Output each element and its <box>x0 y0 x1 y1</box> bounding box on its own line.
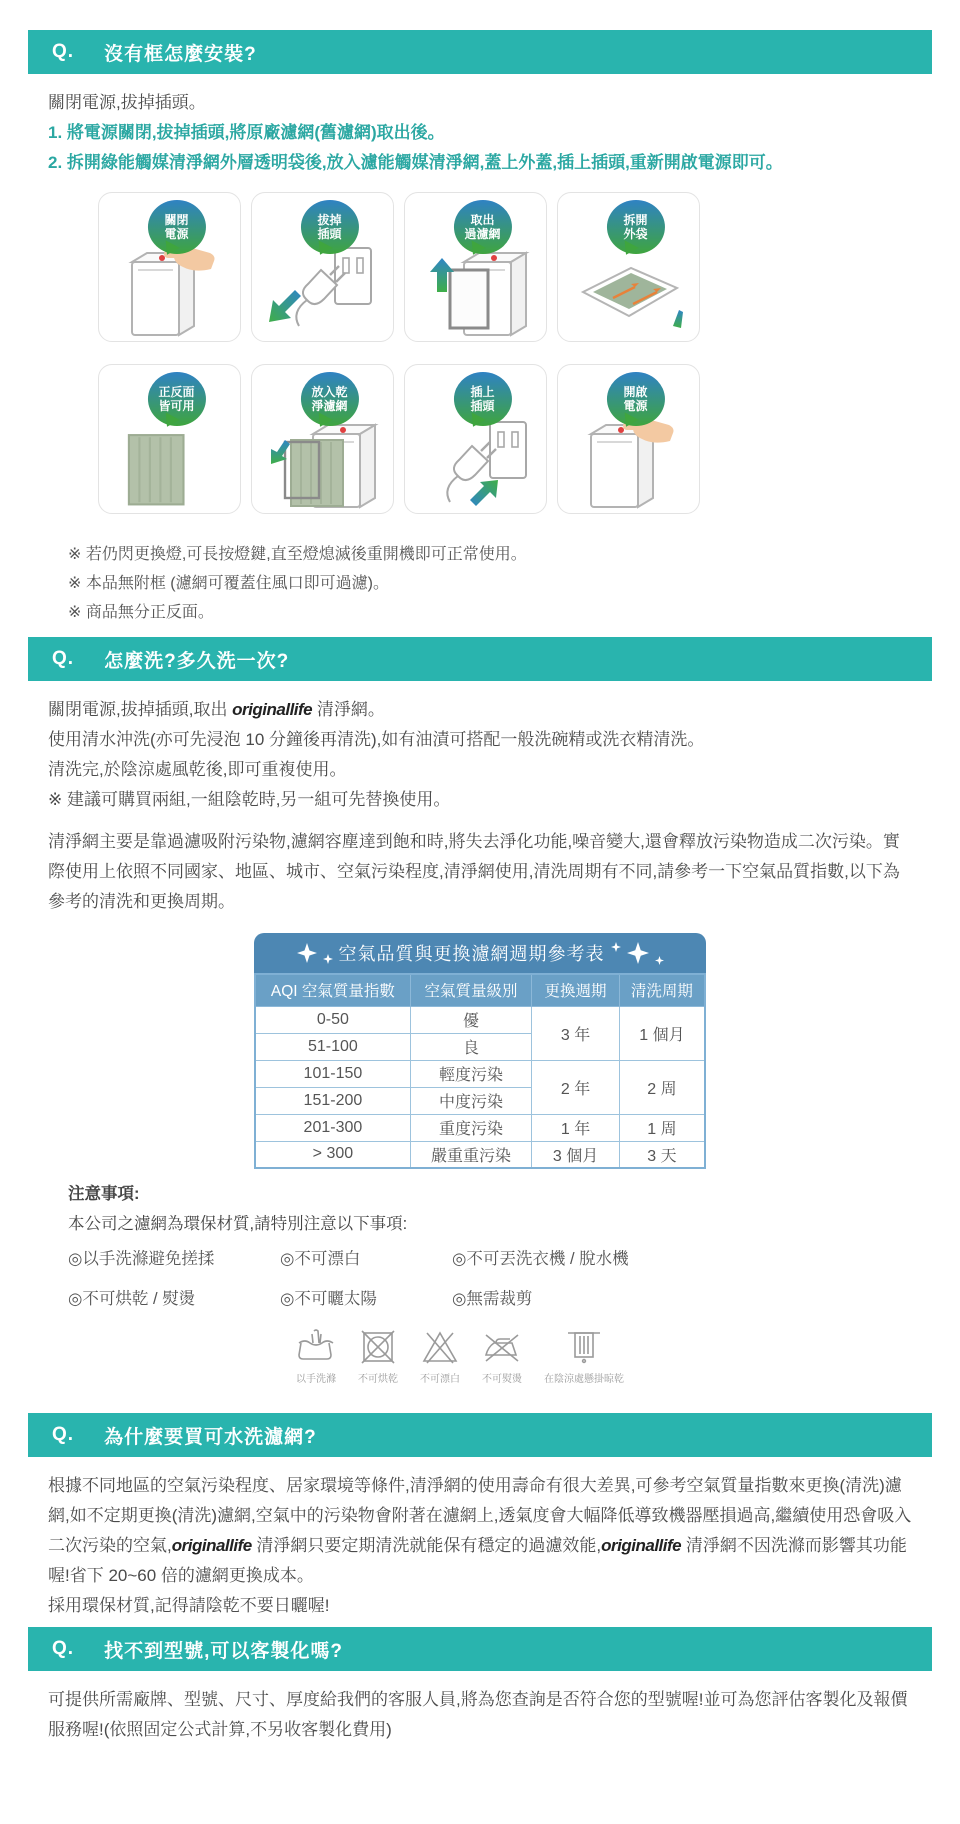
hand-wash-icon <box>297 1329 335 1365</box>
why-section <box>28 1457 932 1627</box>
step-card-both-sides <box>98 364 241 514</box>
install-steps-row1 <box>98 192 912 342</box>
brand-logo: originallife <box>232 700 313 719</box>
care-items <box>68 1239 912 1319</box>
question-header-custom <box>28 1627 932 1671</box>
table-row: 151-200 中度污染 <box>255 1087 705 1114</box>
q-prefix: Q. <box>52 1638 75 1659</box>
care-item: ◎無需裁剪 <box>452 1290 533 1308</box>
install-note: ※ 本品無附框 (濾網可覆蓋住風口即可過濾)。 <box>68 575 389 592</box>
install-note: ※ 商品無分正反面。 <box>68 604 214 621</box>
step-label-balloon: 開啟 電源 <box>606 372 664 426</box>
step-label-balloon: 拔掉 插頭 <box>300 200 358 254</box>
laundry-symbol: 不可熨燙 <box>482 1329 522 1385</box>
table-row: 51-100 良 <box>255 1033 705 1060</box>
table-row: 0-50 優 3 年 1 個月 <box>255 1006 705 1033</box>
q-prefix: Q. <box>52 41 75 62</box>
wash-line1: 關閉電源,拔掉插頭,取出 originallife 清淨網。 <box>48 700 385 719</box>
step-card-power-on <box>557 364 700 514</box>
install-intro: 關閉電源,拔掉插頭。 <box>48 93 206 112</box>
question-header-install <box>28 30 932 74</box>
wash-tip: ※ 建議可購買兩組,一組陰乾時,另一組可先替換使用。 <box>48 790 451 809</box>
col-header-aqi: AQI 空氣質量指數 <box>255 974 410 1006</box>
no-iron-icon <box>482 1329 522 1365</box>
aqi-reference-table <box>254 933 706 1169</box>
brand-logo: originallife <box>601 1536 682 1555</box>
sparkle-icon <box>297 943 317 963</box>
step-label-balloon: 拆開 外袋 <box>606 200 664 254</box>
care-item: ◎不可丟洗衣機 / 脫水機 <box>452 1250 629 1268</box>
col-header-replace: 更換週期 <box>532 974 620 1006</box>
install-notes <box>68 540 912 627</box>
install-step2-text: 2. 拆開綠能觸媒清淨網外層透明袋後,放入濾能觸媒清淨網,蓋上外蓋,插上插頭,重新開啟電源即可。 <box>48 153 783 172</box>
laundry-symbol: 以手洗滌 <box>296 1329 336 1385</box>
q-prefix: Q. <box>52 648 75 669</box>
brand-logo: originallife <box>171 1536 252 1555</box>
q-prefix: Q. <box>52 1424 75 1445</box>
wash-line2: 使用清水沖洗(亦可先浸泡 10 分鐘後再清洗),如有油漬可搭配一般洗碗精或洗衣精清洗。 <box>48 730 705 749</box>
custom-paragraph: 可提供所需廠牌、型號、尺寸、厚度給我們的客服人員,將為您查詢是否符合您的型號喔!並可為您評估客製化及報價服務喔!(依照固定公式計算,不另收客製化費用) <box>48 1690 908 1739</box>
step-card-plug-in <box>404 364 547 514</box>
care-notes <box>68 1179 912 1319</box>
aqi-table-title: 空氣品質與更換濾網週期參考表 <box>254 933 706 973</box>
sparkle-icon <box>611 942 621 952</box>
table-row: > 300 嚴重重污染 3 個月 3 天 <box>255 1141 705 1168</box>
step-card-insert-filter <box>251 364 394 514</box>
care-item: ◎不可漂白 <box>280 1250 361 1268</box>
laundry-symbols <box>48 1329 872 1385</box>
sparkle-icon <box>627 942 649 964</box>
why-paragraph2: 採用環保材質,記得請陰乾不要日曬喔! <box>48 1596 330 1615</box>
aqi-table <box>254 973 706 1169</box>
question-header-wash <box>28 637 932 681</box>
table-row: 101-150 輕度污染 2 年 2 周 <box>255 1060 705 1087</box>
install-step1-text: 1. 將電源關閉,拔掉插頭,將原廠濾網(舊濾網)取出後。 <box>48 123 445 142</box>
laundry-symbol: 不可烘乾 <box>358 1329 398 1385</box>
col-header-wash: 清洗周期 <box>619 974 705 1006</box>
step-card-remove-filter <box>404 192 547 342</box>
wash-paragraph: 清淨網主要是靠過濾吸附污染物,濾網容塵達到飽和時,將失去淨化功能,噪音變大,還會釋放污染物造成二次污染。實際使用上依照不同國家、地區、城市、空氣污染程度,清淨網使用,清洗周期有不同,請參考一下空氣品質指數,以下為參考的清洗和更換周期。 <box>48 832 900 911</box>
hang-dry-shade-icon <box>566 1329 602 1365</box>
step-label-balloon: 取出 過濾網 <box>453 200 511 254</box>
care-item: ◎不可曬太陽 <box>280 1290 377 1308</box>
step-label-balloon: 插上 插頭 <box>453 372 511 426</box>
install-note: ※ 若仍閃更換燈,可長按燈鍵,直至燈熄滅後重開機即可正常使用。 <box>68 546 527 563</box>
install-steps-row2 <box>98 364 912 514</box>
sparkle-icon <box>655 956 664 965</box>
step-label-balloon: 正反面 皆可用 <box>147 372 205 426</box>
wash-section <box>28 681 932 1413</box>
aqi-table-header-row <box>255 974 705 1006</box>
care-item: ◎以手洗滌避免搓揉 <box>68 1250 215 1268</box>
step-card-open-bag <box>557 192 700 342</box>
step-card-power-off <box>98 192 241 342</box>
question-title: 為什麼要買可水洗濾網? <box>104 1426 317 1448</box>
question-header-why <box>28 1413 932 1457</box>
question-title: 怎麼洗?多久洗一次? <box>104 650 290 672</box>
install-section <box>28 74 932 637</box>
wash-line3: 清洗完,於陰涼處風乾後,即可重複使用。 <box>48 760 347 779</box>
custom-section <box>28 1671 932 1751</box>
sparkle-icon <box>323 954 333 964</box>
step-label-balloon: 放入乾 淨濾網 <box>300 372 358 426</box>
step-card-unplug <box>251 192 394 342</box>
why-paragraph: 根據不同地區的空氣污染程度、居家環境等條件,清淨網的使用壽命有很大差異,可參考空氣質量指數來更換(清洗)濾網,如不定期更換(清洗)濾網,空氣中的污染物會附著在濾網上,透氣度會大幅降低導致機器壓損過高,繼續使用恐會吸入二次污染的空氣,originallife 清淨網只要定期清洗就能保有穩定的過濾效能,originallife 清淨網不因洗滌而影響其功能喔!省下 20~60 倍的濾網更換成本。 <box>48 1476 912 1585</box>
question-title: 找不到型號,可以客製化嗎? <box>104 1640 343 1662</box>
care-intro: 本公司之濾網為環保材質,請特別注意以下事項: <box>68 1215 408 1233</box>
care-item: ◎不可烘乾 / 熨燙 <box>68 1290 196 1308</box>
no-tumble-dry-icon <box>360 1329 396 1365</box>
question-title: 沒有框怎麼安裝? <box>104 43 257 65</box>
laundry-symbol: 不可漂白 <box>420 1329 460 1385</box>
col-header-level: 空氣質量級別 <box>410 974 531 1006</box>
no-bleach-icon <box>421 1329 459 1365</box>
laundry-symbol: 在陰涼處懸掛晾乾 <box>544 1329 624 1385</box>
step-label-balloon: 關閉 電源 <box>147 200 205 254</box>
care-title: 注意事項: <box>68 1185 140 1203</box>
table-row: 201-300 重度污染 1 年 1 周 <box>255 1114 705 1141</box>
